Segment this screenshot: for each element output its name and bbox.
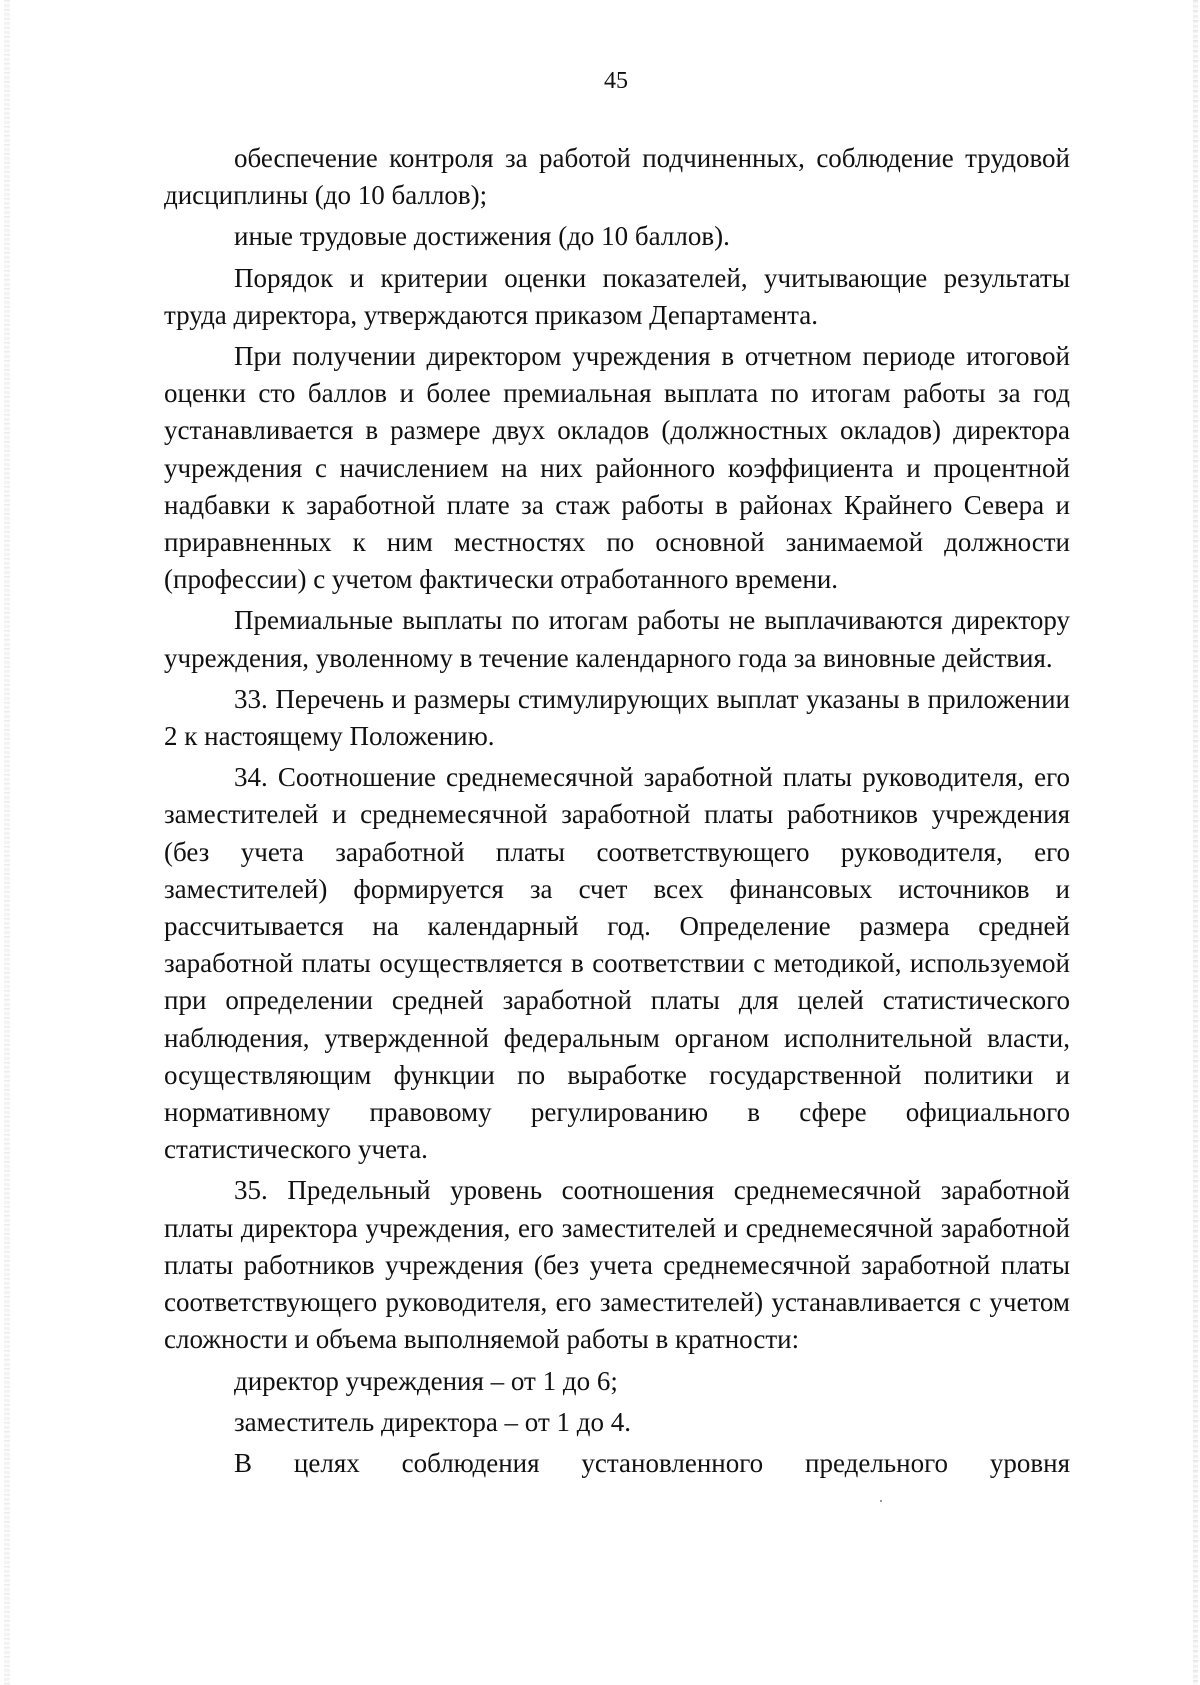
page-number: 45 — [604, 68, 628, 94]
scan-speck — [880, 1500, 882, 1502]
paragraph-item-33: 33. Перечень и размеры стимулирующих выплат указаны в приложении 2 к настоящему Положению. — [164, 683, 1070, 752]
scan-edge-left — [4, 0, 10, 1685]
paragraph-compliance-start: В целях соблюдения установленного предельного уровня — [234, 1447, 1070, 1478]
ratio-deputy-director: заместитель директора – от 1 до 4. — [234, 1406, 631, 1437]
paragraph-bonus-conditions: При получении директором учреждения в отчетном периоде итоговой оценки сто баллов и более премиальная выплата по итогам работы за год устанавливается в размере двух окладов (должностных окладов) директора учреждения с начислением на них районного коэффициента и процентной надбавки к заработной плате за стаж работы в районах Крайнего Севера и приравненных к ним местностях по основной занимаемой должности (профессии) с учетом фактически отработанного времени. — [164, 341, 1070, 595]
paragraph-item-34: 34. Соотношение среднемесячной заработной платы руководителя, его заместителей и среднемесячной заработной платы работников учреждения (без учета заработной платы соответствующего руководителя, его заместителей) формируется за счет всех финансовых источников и рассчитывается на календарный год. Определение размера средней заработной платы осуществляется в соответствии с методикой, используемой при определении средней заработной платы для целей статистического наблюдения, утвержденной федеральным органом исполнительной власти, осуществляющим функции по выработке государственной политики и нормативному правовому регулированию в сфере официального статистического учета. — [164, 762, 1070, 1165]
paragraph-supervision-control: обеспечение контроля за работой подчиненных, соблюдение трудовой дисциплины (до 10 баллов); — [164, 143, 1070, 211]
scan-edge-right — [1193, 0, 1198, 1685]
paragraph-item-35: 35. Предельный уровень соотношения среднемесячной заработной платы директора учреждения, его заместителей и среднемесячной заработной платы работников учреждения (без учета среднемесячной заработной платы соответствующего руководителя, его заместителей) устанавливается с учетом сложности и объема выполняемой работы в кратности: — [164, 1175, 1070, 1355]
paragraph-bonus-exclusion: Премиальные выплаты по итогам работы не выплачиваются директору учреждения, уволенному в течение календарного года за виновные действия. — [164, 605, 1070, 673]
paragraph-other-achievements: иные трудовые достижения (до 10 баллов). — [234, 221, 730, 252]
document-body — [164, 140, 1070, 1482]
paragraph-evaluation-criteria: Порядок и критерии оценки показателей, учитывающие результаты труда директора, утверждаются приказом Департамента. — [164, 262, 1070, 330]
ratio-director: директор учреждения – от 1 до 6; — [234, 1365, 618, 1396]
